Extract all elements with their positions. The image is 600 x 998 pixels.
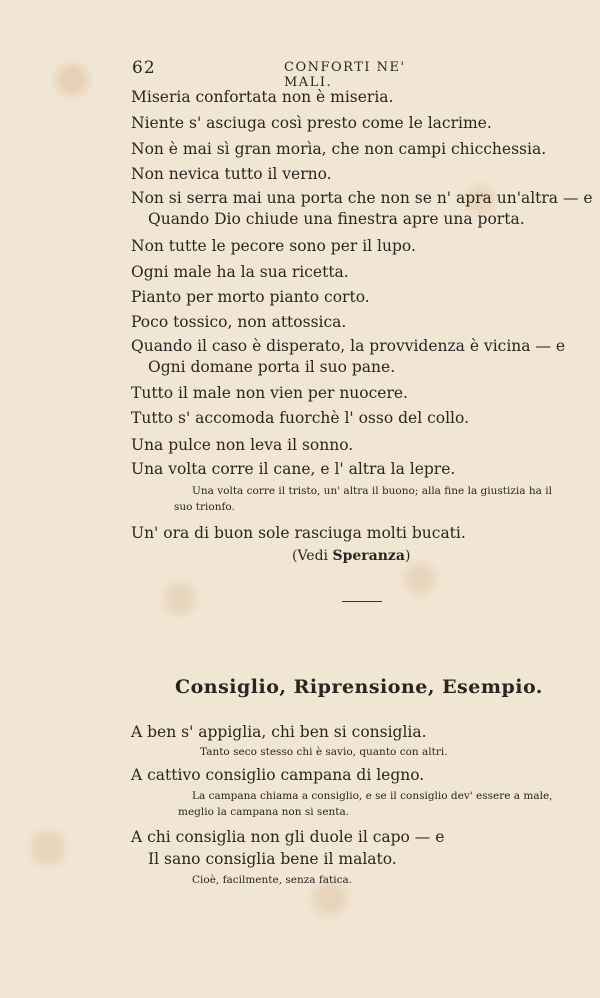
see-also-reference (292, 548, 410, 564)
proverb: Non è mai sì gran morìa, che non campi chicchessia. (131, 140, 547, 158)
proverb: Tutto s' accomoda fuorchè l' osso del collo. (131, 409, 469, 427)
section-divider (342, 601, 382, 602)
see-also-prefix: (Vedi (292, 548, 329, 564)
see-also-word: Speranza (332, 548, 405, 564)
proverb: A chi consiglia non gli duole il capo — e (131, 828, 445, 846)
proverb-note: meglio la campana non si senta. (178, 806, 350, 818)
running-title: CONFORTI NE' MALI. (284, 60, 406, 90)
proverb: Una pulce non leva il sonno. (131, 436, 354, 454)
proverb: Niente s' asciuga così presto come le lacrime. (131, 114, 492, 132)
proverb: Poco tossico, non attossica. (131, 313, 347, 331)
proverb-continuation: Ogni domane porta il suo pane. (148, 358, 396, 376)
proverb: Ogni male ha la sua ricetta. (131, 263, 349, 281)
see-also-suffix: ) (404, 548, 411, 564)
proverb-continuation: Il sano consiglia bene il malato. (148, 850, 397, 868)
proverb: Tutto il male non vien per nuocere. (131, 384, 408, 402)
proverb: Una volta corre il cane, e l' altra la lepre. (131, 460, 456, 478)
proverb: Non tutte le pecore sono per il lupo. (131, 237, 416, 255)
proverb: Quando il caso è disperato, la provvidenza è vicina — e (131, 337, 566, 355)
section-title: Consiglio, Riprensione, Esempio. (175, 676, 543, 698)
proverb: A ben s' appiglia, chi ben si consiglia. (131, 723, 427, 741)
proverb: A cattivo consiglio campana di legno. (131, 766, 425, 784)
proverb-note: Una volta corre il tristo, un' altra il buono; alla fine la giustizia ha il (192, 485, 552, 497)
proverb-continuation: Quando Dio chiude una finestra apre una porta. (148, 210, 525, 228)
proverb: Un' ora di buon sole rasciuga molti bucati. (131, 524, 466, 542)
proverb: Pianto per morto pianto corto. (131, 288, 370, 306)
proverb-note: Cioè, facilmente, senza fatica. (192, 874, 353, 886)
proverb-note: La campana chiama a consiglio, e se il consiglio dev' essere a male, (192, 790, 553, 802)
proverb: Non si serra mai una porta che non se n' apra un'altra — e (131, 189, 593, 207)
proverb-note: suo trionfo. (174, 501, 235, 513)
page-number: 62 (132, 58, 156, 78)
proverb: Miseria confortata non è miseria. (131, 88, 394, 106)
proverb: Non nevica tutto il verno. (131, 165, 332, 183)
proverb-note: Tanto seco stesso chi è savio, quanto con altri. (200, 746, 448, 758)
